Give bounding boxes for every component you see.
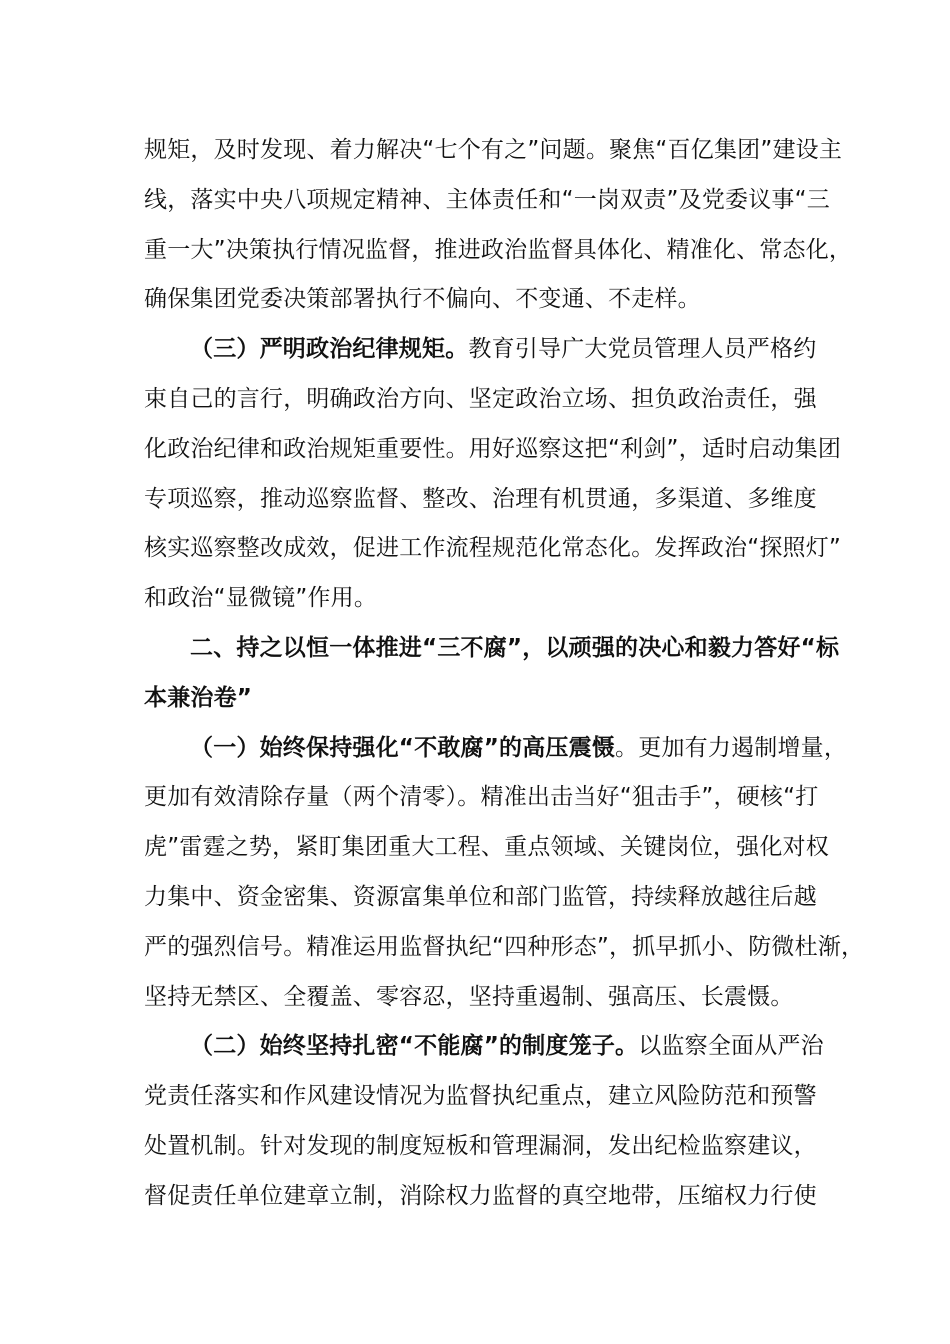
text-line	[144, 773, 819, 823]
text-line	[144, 176, 830, 226]
text-line	[144, 1122, 817, 1172]
text-line	[144, 823, 829, 873]
text-segment: 化政治纪律和政治规矩重要性。用好巡察这把“利剑”，适时启动集团	[144, 435, 842, 462]
text-line	[144, 126, 843, 176]
text-segment: 教育引导广大党员管理人员严格约	[468, 336, 817, 363]
text-line	[144, 425, 842, 475]
bold-text-segment: （一）始终保持强化“不敢腐”的高压震慑	[190, 734, 616, 761]
bold-text-segment: （三）严明政治纪律规矩。	[190, 336, 469, 363]
text-line	[144, 873, 817, 923]
text-line	[144, 524, 842, 574]
text-line	[144, 724, 848, 774]
text-segment: 严的强烈信号。精准运用监督执纪“四种形态”，抓早抓小、防微杜渐，	[144, 933, 865, 960]
bold-text-segment: （二）始终坚持扎密“不能腐”的制度笼子。	[190, 1033, 639, 1060]
text-segment: 重一大”决策执行情况监督，推进政治监督具体化、精准化、常态化，	[144, 236, 853, 263]
text-segment: 核实巡察整改成效，促进工作流程规范化常态化。发挥政治“探照灯”	[144, 535, 842, 562]
text-line	[144, 973, 808, 1023]
text-segment: 以监察全面从严治	[638, 1033, 824, 1060]
text-segment: 督促责任单位建章立制，消除权力监督的真空地带，压缩权力行使	[144, 1182, 817, 1209]
text-segment: 处置机制。针对发现的制度短板和管理漏洞，发出纪检监察建议，	[144, 1132, 817, 1159]
bold-text-segment: 本兼治卷”	[144, 684, 253, 711]
text-segment: 专项巡察，推动巡察监督、整改、治理有机贯通，多渠道、多维度	[144, 485, 817, 512]
text-line	[144, 1172, 817, 1222]
text-line	[144, 674, 808, 724]
text-line	[144, 574, 808, 624]
document-body	[144, 126, 865, 1222]
text-line	[144, 226, 853, 276]
bold-text-segment: 二、持之以恒一体推进“三不腐”，以顽强的决心和毅力答好“标	[190, 634, 840, 661]
text-line	[144, 325, 817, 375]
text-line	[144, 1072, 817, 1122]
text-line	[144, 923, 865, 973]
text-segment: 。更加有力遏制增量，	[615, 734, 848, 761]
text-segment: 党责任落实和作风建设情况为监督执纪重点，建立风险防范和预警	[144, 1083, 817, 1110]
text-segment: 确保集团党委决策部署执行不偏向、不变通、不走样。	[144, 286, 701, 313]
text-segment: 规矩，及时发现、着力解决“七个有之”问题。聚焦“百亿集团”建设主	[144, 137, 843, 163]
text-segment: 束自己的言行，明确政治方向、坚定政治立场、担负政治责任，强	[144, 385, 817, 412]
text-segment: 虎”雷霆之势，紧盯集团重大工程、重点领域、关键岗位，强化对权	[144, 834, 829, 861]
text-segment: 力集中、资金密集、资源富集单位和部门监管，持续释放越往后越	[144, 883, 817, 910]
text-line	[144, 275, 808, 325]
text-segment: 和政治“显微镜”作用。	[144, 585, 378, 612]
text-line	[144, 475, 817, 525]
text-segment: 线，落实中央八项规定精神、主体责任和“一岗双责”及党委议事“三	[144, 186, 830, 213]
text-line	[144, 375, 817, 425]
text-segment: 坚持无禁区、全覆盖、零容忍，坚持重遏制、强高压、长震慑。	[144, 983, 794, 1010]
text-line	[144, 1022, 824, 1072]
text-segment: 更加有效清除存量（两个清零）。精准出击当好“狙击手”，硬核“打	[144, 784, 819, 811]
text-line	[144, 624, 840, 674]
